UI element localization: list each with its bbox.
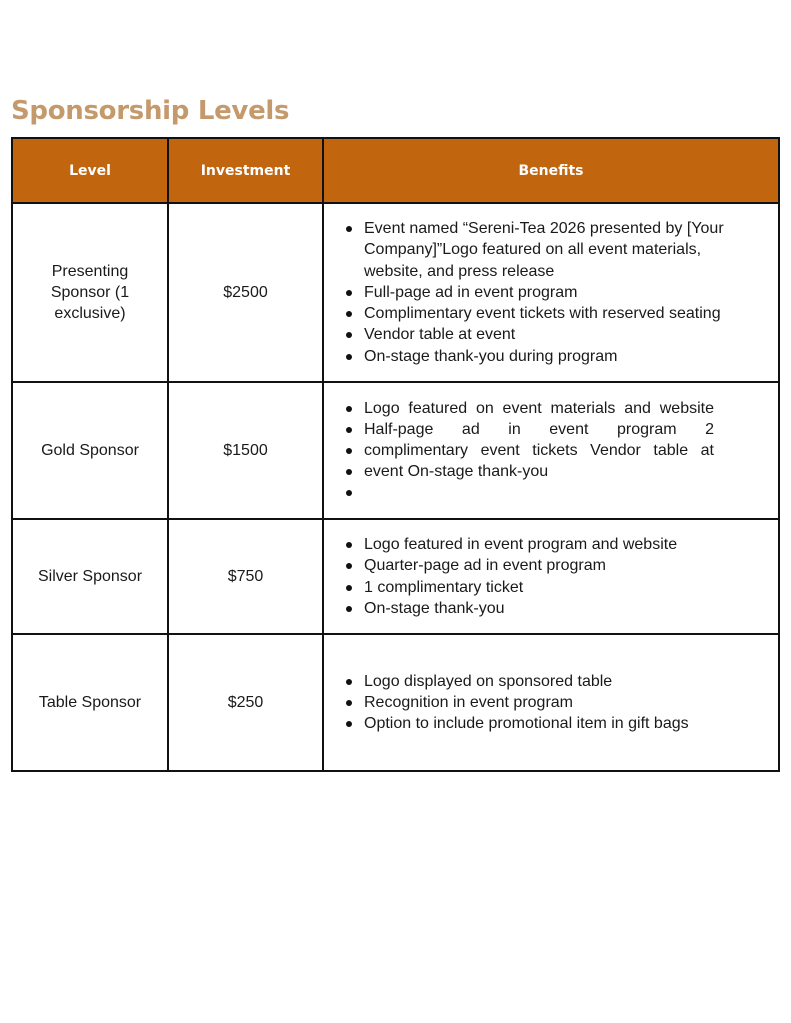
benefits-cell [323,634,779,771]
benefits-cell [323,203,779,382]
benefits-list [344,398,760,504]
benefit-item: Logo featured on event materials and website [344,398,714,419]
sponsorship-table [11,137,780,772]
benefit-item: event On-stage thank-you [344,461,714,482]
level-cell: Presenting Sponsor (1 exclusive) [12,203,168,382]
table-row [12,519,779,634]
investment-cell: $750 [168,519,323,634]
level-cell: Gold Sponsor [12,382,168,519]
header-level: Level [12,138,168,203]
benefit-item: complimentary event tickets Vendor table at [344,440,714,461]
benefits-list [344,671,760,735]
table-header-row [12,138,779,203]
benefit-item: Logo displayed on sponsored table [344,671,760,692]
header-benefits: Benefits [323,138,779,203]
benefit-item: Quarter-page ad in event program [344,555,760,576]
page-title: Sponsorship Levels [11,96,290,126]
benefit-item: Option to include promotional item in gift bags [344,713,760,734]
benefit-item: Logo featured in event program and website [344,534,760,555]
benefit-item: Event named “Sereni-Tea 2026 presented by [Your Company]”Logo featured on all event materials, website, and press release [344,218,760,282]
benefit-item [344,482,714,503]
benefits-list [344,218,760,366]
benefit-item: Vendor table at event [344,324,760,345]
benefits-cell [323,519,779,634]
benefit-item: Complimentary event tickets with reserved seating [344,303,760,324]
investment-cell: $250 [168,634,323,771]
investment-cell: $1500 [168,382,323,519]
level-cell: Table Sponsor [12,634,168,771]
benefit-item: On-stage thank-you [344,598,760,619]
investment-cell: $2500 [168,203,323,382]
table-row [12,634,779,771]
level-cell: Silver Sponsor [12,519,168,634]
benefits-cell [323,382,779,519]
benefit-item: On-stage thank-you during program [344,346,760,367]
benefits-list [344,534,760,619]
benefit-item: Half-page ad in event program 2 [344,419,714,440]
header-investment: Investment [168,138,323,203]
benefit-item: Full-page ad in event program [344,282,760,303]
table-row [12,203,779,382]
table-row [12,382,779,519]
benefit-item: Recognition in event program [344,692,760,713]
benefit-item: 1 complimentary ticket [344,577,760,598]
